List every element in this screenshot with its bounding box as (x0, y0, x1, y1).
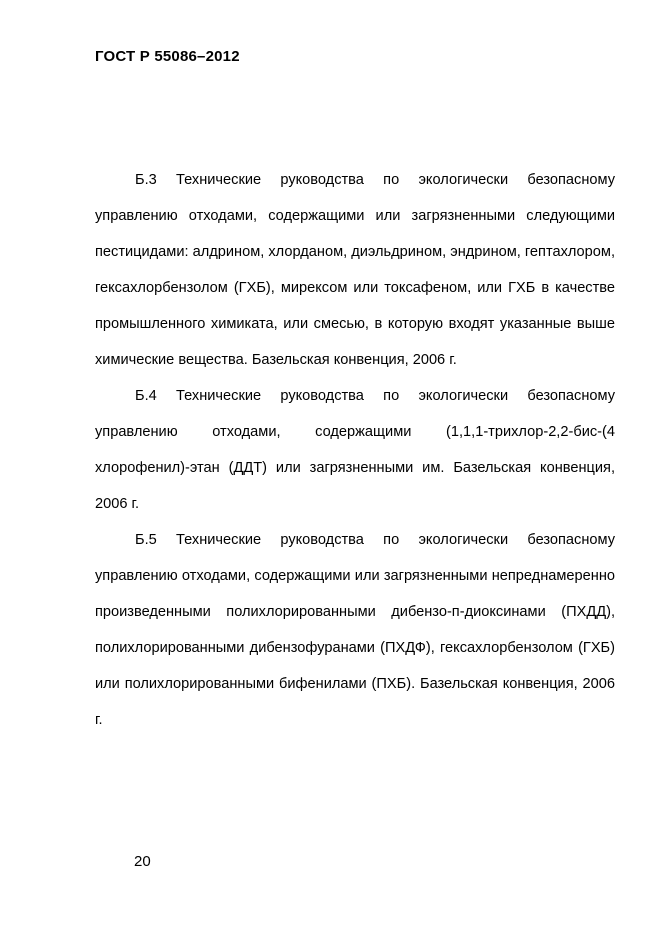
paragraph-b4: Б.4 Технические руководства по экологически безопасному управлению отходами, содержащими (1,1,1-трихлор-2,2-бис-(4 хлорофенил)-этан (ДДТ) или загрязненными им. Базельская конвенция, 2006 г. (95, 388, 615, 512)
document-body (95, 162, 615, 738)
paragraph-b3: Б.3 Технические руководства по экологически безопасному управлению отходами, содержащими или загрязненными следующими пестицидами: алдрином, хлорданом, диэльдрином, эндрином, гептахлором, гексахлорбензолом (ГХБ), мирексом или токсафеном, или ГХБ в качестве промышленного химиката, или смесью, в которую входят указанные выше химические вещества. Базельская конвенция, 2006 г. (95, 172, 615, 368)
standard-code-header: ГОСТ Р 55086–2012 (95, 48, 240, 65)
page-number: 20 (134, 853, 151, 870)
paragraph-b5: Б.5 Технические руководства по экологически безопасному управлению отходами, содержащими или загрязненными непреднамеренно произведенными полихлорированными дибензо-п-диоксинами (ПХДД), полихлорированными дибензофуранами (ПХДФ), гексахлорбензолом (ГХБ) или полихлорированными бифенилами (ПХБ). Базельская конвенция, 2006 г. (95, 532, 615, 728)
